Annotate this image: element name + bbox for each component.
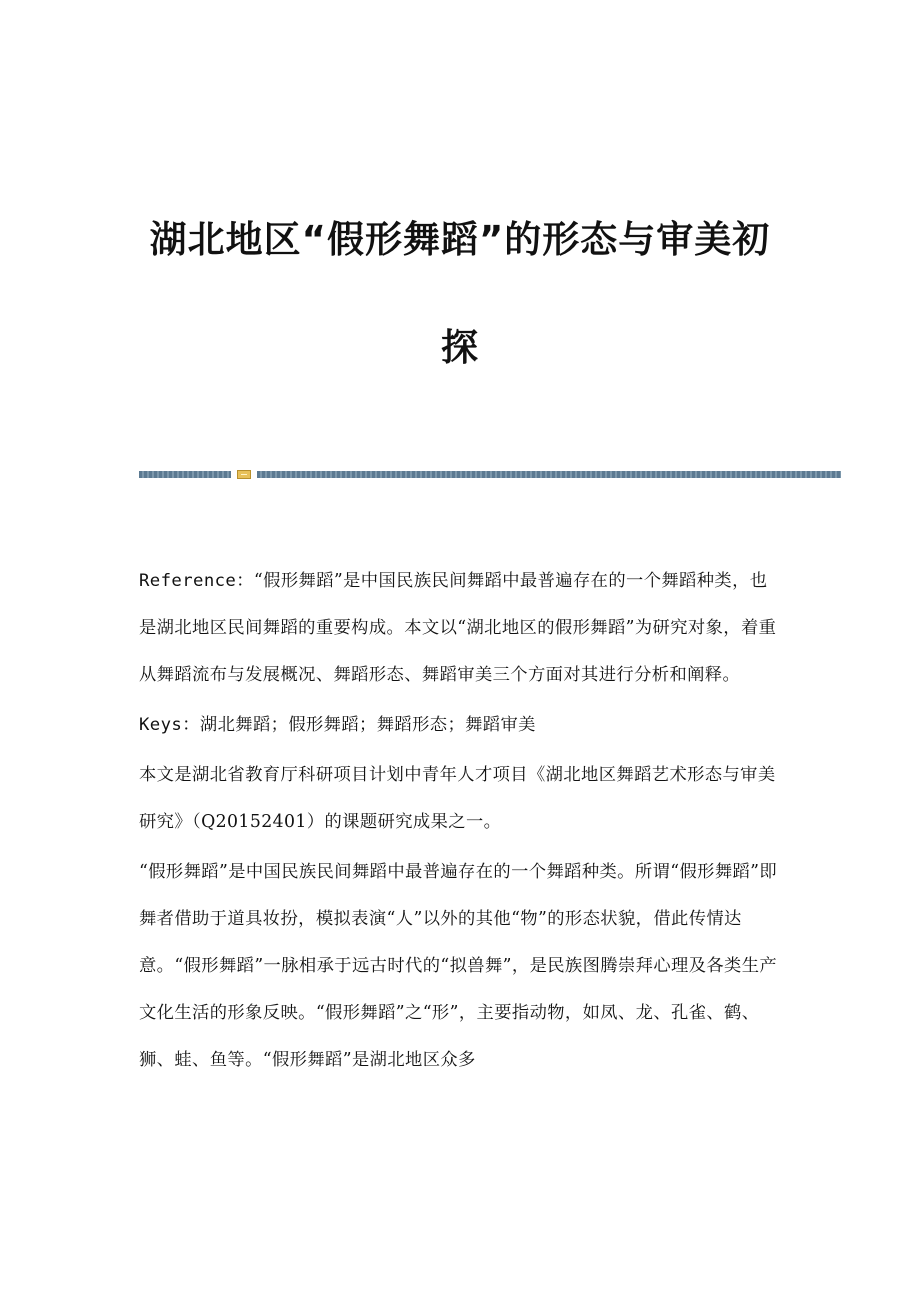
divider-ornament-icon (237, 470, 251, 479)
document-body (139, 558, 779, 1087)
divider-left-bar (139, 471, 231, 478)
divider-right-bar (257, 471, 841, 478)
funding-paragraph: 本文是湖北省教育厅科研项目计划中青年人才项目《湖北地区舞蹈艺术形态与审美研究》（Q20152401）的课题研究成果之一。 (139, 765, 776, 832)
document-title-line-1: 湖北地区“假形舞蹈”的形态与审美初 (149, 218, 771, 261)
abstract-text: “假形舞蹈”是中国民族民间舞蹈中最普遍存在的一个舞蹈种类，也是湖北地区民间舞蹈的重要构成。本文以“湖北地区的假形舞蹈”为研究对象，着重从舞蹈流布与发展概况、舞蹈形态、舞蹈审美三个方面对其进行分析和阐释。 (139, 571, 777, 685)
keywords-label: Keys： (139, 715, 200, 735)
abstract-label: Reference： (139, 571, 254, 591)
decorative-divider (139, 470, 841, 479)
keywords-text: 湖北舞蹈；假形舞蹈；舞蹈形态；舞蹈审美 (199, 715, 536, 735)
keywords-paragraph (139, 702, 779, 749)
document-title-line-2: 探 (441, 326, 479, 369)
abstract-paragraph (139, 558, 779, 699)
document-title (110, 186, 810, 402)
body-paragraph: “假形舞蹈”是中国民族民间舞蹈中最普遍存在的一个舞蹈种类。所谓“假形舞蹈”即舞者借助于道具妆扮，模拟表演“人”以外的其他“物”的形态状貌，借此传情达意。“假形舞蹈”一脉相承于远古时代的“拟兽舞”，是民族图腾崇拜心理及各类生产文化生活的形象反映。“假形舞蹈”之“形”，主要指动物，如凤、龙、孔雀、鹤、狮、蛙、鱼等。“假形舞蹈”是湖北地区众多 (139, 862, 778, 1070)
